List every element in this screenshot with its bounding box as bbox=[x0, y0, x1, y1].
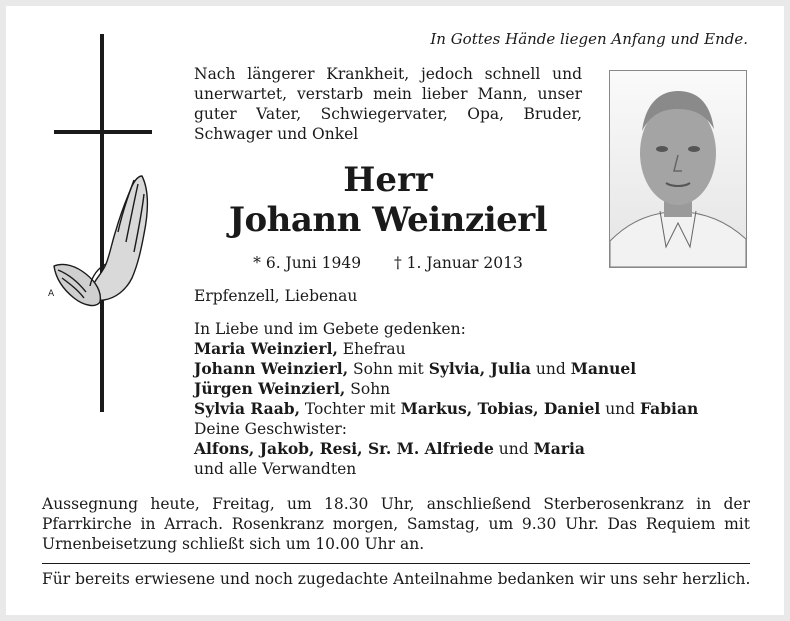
residence: Erpfenzell, Liebenau bbox=[194, 287, 358, 305]
death-date: † 1. Januar 2013 bbox=[394, 254, 523, 272]
divider bbox=[42, 563, 750, 564]
life-dates bbox=[194, 254, 582, 272]
thanks-text: Für bereits erwiesene und noch zugedachte Anteilnahme bedanken wir uns sehr herzlich. bbox=[42, 570, 751, 588]
mourners-list bbox=[194, 319, 754, 479]
obituary-notice bbox=[6, 6, 784, 615]
salutation: Herr bbox=[343, 160, 433, 200]
relatives: und alle Verwandten bbox=[194, 460, 357, 478]
birth-date: * 6. Juni 1949 bbox=[253, 254, 362, 272]
list-item: Alfons, Jakob, Resi, Sr. M. Alfriede und Maria bbox=[194, 439, 585, 458]
list-item: Maria Weinzierl, Ehefrau bbox=[194, 339, 406, 358]
praying-hands-icon bbox=[46, 170, 156, 310]
list-item: Sylvia Raab, Tochter mit Markus, Tobias, Daniel und Fabian bbox=[194, 399, 699, 418]
portrait-photo bbox=[609, 70, 747, 268]
siblings-label: Deine Geschwister: bbox=[194, 420, 348, 438]
list-item: Jürgen Weinzierl, Sohn bbox=[194, 379, 391, 398]
funeral-details: Aussegnung heute, Freitag, um 18.30 Uhr, anschließend Sterberosenkranz in der Pfarrkirche in Arrach. Rosenkranz morgen, Samstag, um 9.30 Uhr. Das Requiem mit Urnenbeisetzung schließt sich um 10.00 Uhr an. bbox=[42, 495, 750, 553]
motto: In Gottes Hände liegen Anfang und Ende. bbox=[430, 30, 748, 48]
list-item: Johann Weinzierl, Sohn mit Sylvia, Julia und Manuel bbox=[194, 359, 637, 378]
cross-icon-bar bbox=[54, 130, 152, 134]
deceased-name: Johann Weinzierl bbox=[228, 200, 548, 240]
intro-text: Nach längerer Krankheit, jedoch schnell und unerwartet, verstarb mein lieber Mann, unser guter Vater, Schwiegervater, Opa, Bruder, Schwager und Onkel bbox=[194, 65, 582, 143]
mourners-heading: In Liebe und im Gebete gedenken: bbox=[194, 320, 466, 338]
svg-text:A: A bbox=[48, 289, 55, 299]
